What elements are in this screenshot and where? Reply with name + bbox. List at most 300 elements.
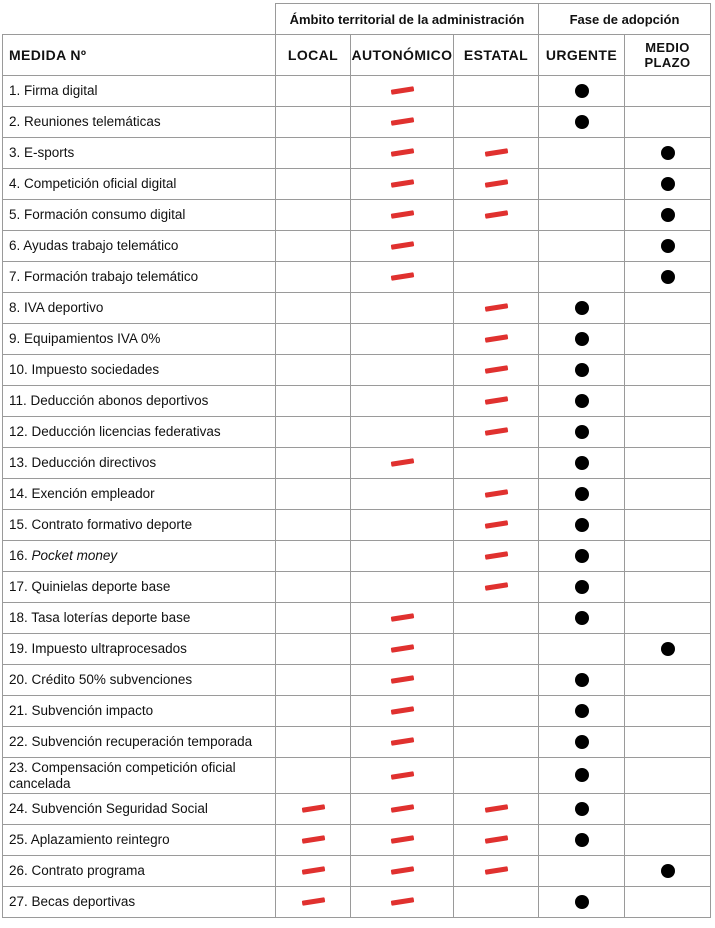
local-cell <box>276 76 351 107</box>
black-dot-mark <box>575 895 589 909</box>
column-header-row <box>3 35 711 76</box>
urgente-cell <box>539 887 625 918</box>
red-dash-mark <box>484 835 507 844</box>
estatal-cell <box>454 727 539 758</box>
local-cell <box>276 355 351 386</box>
red-dash-mark <box>301 804 324 813</box>
urgente-cell <box>539 758 625 794</box>
red-dash-mark <box>390 179 413 188</box>
measure-name: Contrato formativo deporte <box>31 517 193 532</box>
autonomico-cell <box>351 856 454 887</box>
local-cell <box>276 262 351 293</box>
black-dot-mark <box>575 833 589 847</box>
black-dot-mark <box>575 580 589 594</box>
estatal-cell <box>454 138 539 169</box>
red-dash-mark <box>484 334 507 343</box>
red-dash-mark <box>390 458 413 467</box>
black-dot-mark <box>575 735 589 749</box>
estatal-cell <box>454 887 539 918</box>
measure-cell <box>3 448 276 479</box>
medio-plazo-cell <box>625 448 711 479</box>
table-row <box>3 293 711 324</box>
autonomico-cell <box>351 603 454 634</box>
table-row <box>3 696 711 727</box>
column-header-medio-plazo <box>625 35 711 76</box>
measure-number: 19. <box>9 641 28 656</box>
urgente-cell <box>539 665 625 696</box>
table-row <box>3 169 711 200</box>
table-row <box>3 417 711 448</box>
red-dash-mark <box>390 706 413 715</box>
black-dot-mark <box>661 208 675 222</box>
local-cell <box>276 169 351 200</box>
local-cell <box>276 200 351 231</box>
black-dot-mark <box>661 270 675 284</box>
measures-table <box>2 3 711 918</box>
urgente-cell <box>539 200 625 231</box>
black-dot-mark <box>575 518 589 532</box>
table-row <box>3 603 711 634</box>
measure-name: Ayudas trabajo telemático <box>23 238 179 253</box>
medio-plazo-cell <box>625 634 711 665</box>
medio-plazo-cell <box>625 665 711 696</box>
local-cell <box>276 138 351 169</box>
local-cell <box>276 541 351 572</box>
autonomico-cell <box>351 231 454 262</box>
measure-cell <box>3 603 276 634</box>
measure-number: 1. <box>9 83 21 98</box>
estatal-cell <box>454 324 539 355</box>
measure-cell <box>3 696 276 727</box>
estatal-cell <box>454 572 539 603</box>
measure-name: Deducción directivos <box>31 455 157 470</box>
measure-cell <box>3 634 276 665</box>
measure-cell <box>3 138 276 169</box>
red-dash-mark <box>390 86 413 95</box>
autonomico-cell <box>351 727 454 758</box>
red-dash-mark <box>484 551 507 560</box>
red-dash-mark <box>484 179 507 188</box>
black-dot-mark <box>575 425 589 439</box>
table-row <box>3 138 711 169</box>
red-dash-mark <box>301 835 324 844</box>
urgente-cell <box>539 856 625 887</box>
measure-number: 6. <box>9 238 21 253</box>
black-dot-mark <box>661 146 675 160</box>
measure-name: Reuniones telemáticas <box>24 114 161 129</box>
estatal-cell <box>454 794 539 825</box>
estatal-cell <box>454 417 539 448</box>
local-cell <box>276 856 351 887</box>
table-row <box>3 107 711 138</box>
black-dot-mark <box>575 549 589 563</box>
autonomico-cell <box>351 887 454 918</box>
measure-name: Contrato programa <box>31 863 145 878</box>
local-cell <box>276 727 351 758</box>
black-dot-mark <box>575 456 589 470</box>
table-row <box>3 758 711 794</box>
estatal-cell <box>454 665 539 696</box>
measure-cell <box>3 293 276 324</box>
measure-cell <box>3 169 276 200</box>
measure-name: Formación trabajo telemático <box>24 269 199 284</box>
local-cell <box>276 696 351 727</box>
autonomico-cell <box>351 510 454 541</box>
medio-plazo-cell <box>625 169 711 200</box>
estatal-cell <box>454 758 539 794</box>
measure-number: 27. <box>9 894 28 909</box>
measure-cell <box>3 386 276 417</box>
medio-plazo-cell <box>625 479 711 510</box>
medio-plazo-cell <box>625 107 711 138</box>
estatal-cell <box>454 355 539 386</box>
red-dash-mark <box>390 272 413 281</box>
measure-name: Impuesto sociedades <box>31 362 160 377</box>
measure-name: Deducción abonos deportivos <box>30 393 209 408</box>
local-cell <box>276 324 351 355</box>
estatal-cell <box>454 448 539 479</box>
medio-plazo-cell <box>625 417 711 448</box>
autonomico-cell <box>351 138 454 169</box>
urgente-cell <box>539 231 625 262</box>
autonomico-cell <box>351 794 454 825</box>
medio-plazo-cell <box>625 794 711 825</box>
black-dot-mark <box>575 394 589 408</box>
urgente-cell <box>539 417 625 448</box>
local-cell <box>276 293 351 324</box>
autonomico-cell <box>351 169 454 200</box>
red-dash-mark <box>390 804 413 813</box>
measure-name: IVA deportivo <box>24 300 104 315</box>
urgente-cell <box>539 107 625 138</box>
autonomico-cell <box>351 355 454 386</box>
measure-number: 11. <box>9 393 27 408</box>
table-row <box>3 727 711 758</box>
table-row <box>3 887 711 918</box>
medio-plazo-cell <box>625 200 711 231</box>
measure-name: Aplazamiento reintegro <box>30 832 170 847</box>
measure-number: 3. <box>9 145 21 160</box>
black-dot-mark <box>575 802 589 816</box>
black-dot-mark <box>575 768 589 782</box>
estatal-cell <box>454 386 539 417</box>
red-dash-mark <box>484 489 507 498</box>
medio-plazo-cell <box>625 572 711 603</box>
measure-cell <box>3 417 276 448</box>
local-cell <box>276 794 351 825</box>
table-row <box>3 856 711 887</box>
measure-number: 8. <box>9 300 21 315</box>
measure-cell <box>3 76 276 107</box>
column-header-estatal: ESTATAL <box>454 35 539 76</box>
autonomico-cell <box>351 324 454 355</box>
red-dash-mark <box>390 241 413 250</box>
measure-number: 23. <box>9 759 28 775</box>
measure-name: Becas deportivas <box>31 894 136 909</box>
red-dash-mark <box>484 148 507 157</box>
measure-cell <box>3 758 276 794</box>
urgente-cell <box>539 727 625 758</box>
table-row <box>3 665 711 696</box>
measure-name: Impuesto ultraprocesados <box>31 641 187 656</box>
medio-plazo-cell <box>625 825 711 856</box>
medio-plazo-cell <box>625 510 711 541</box>
medio-plazo-cell <box>625 727 711 758</box>
measure-cell <box>3 794 276 825</box>
measure-name: Subvención Seguridad Social <box>31 801 208 816</box>
estatal-cell <box>454 479 539 510</box>
estatal-cell <box>454 541 539 572</box>
measure-name: Subvención recuperación temporada <box>31 734 253 749</box>
measure-number: 22. <box>9 734 28 749</box>
autonomico-cell <box>351 479 454 510</box>
medio-plazo-cell <box>625 324 711 355</box>
measure-name: Quinielas deporte base <box>31 579 171 594</box>
measure-cell <box>3 572 276 603</box>
black-dot-mark <box>575 704 589 718</box>
estatal-cell <box>454 825 539 856</box>
table-row <box>3 355 711 386</box>
table-row <box>3 794 711 825</box>
autonomico-cell <box>351 634 454 665</box>
table-row <box>3 541 711 572</box>
table-row <box>3 825 711 856</box>
measure-cell <box>3 262 276 293</box>
autonomico-cell <box>351 825 454 856</box>
local-cell <box>276 386 351 417</box>
measure-number: 26. <box>9 863 28 878</box>
measure-name: Pocket money <box>31 548 118 563</box>
medio-plazo-cell <box>625 758 711 794</box>
medio-plazo-cell <box>625 231 711 262</box>
table-row <box>3 231 711 262</box>
measure-number: 2. <box>9 114 21 129</box>
urgente-cell <box>539 386 625 417</box>
black-dot-mark <box>575 363 589 377</box>
table-row <box>3 76 711 107</box>
urgente-cell <box>539 76 625 107</box>
measure-cell <box>3 856 276 887</box>
medio-plazo-cell <box>625 293 711 324</box>
urgente-cell <box>539 825 625 856</box>
estatal-cell <box>454 293 539 324</box>
measure-name: Tasa loterías deporte base <box>31 610 191 625</box>
medio-plazo-cell <box>625 887 711 918</box>
estatal-cell <box>454 231 539 262</box>
autonomico-cell <box>351 293 454 324</box>
medio-plazo-cell <box>625 262 711 293</box>
measure-name: E-sports <box>24 145 75 160</box>
measure-cell <box>3 479 276 510</box>
measure-name: Exención empleador <box>31 486 155 501</box>
local-cell <box>276 572 351 603</box>
header-corner <box>3 4 276 35</box>
red-dash-mark <box>484 427 507 436</box>
column-header-medida: MEDIDA Nº <box>3 35 276 76</box>
table-body <box>3 76 711 918</box>
table-row <box>3 572 711 603</box>
measure-number: 9. <box>9 331 21 346</box>
medio-plazo-cell <box>625 355 711 386</box>
urgente-cell <box>539 634 625 665</box>
red-dash-mark <box>390 866 413 875</box>
red-dash-mark <box>301 866 324 875</box>
local-cell <box>276 634 351 665</box>
autonomico-cell <box>351 541 454 572</box>
estatal-cell <box>454 634 539 665</box>
measure-number: 12. <box>9 424 28 439</box>
measure-name: Subvención impacto <box>31 703 154 718</box>
group-header-ambito: Ámbito territorial de la administración <box>276 4 539 35</box>
measure-name: Firma digital <box>24 83 98 98</box>
local-cell <box>276 448 351 479</box>
black-dot-mark <box>575 115 589 129</box>
measure-name: Deducción licencias federativas <box>31 424 221 439</box>
red-dash-mark <box>390 897 413 906</box>
estatal-cell <box>454 200 539 231</box>
table-row <box>3 634 711 665</box>
measure-cell <box>3 324 276 355</box>
measure-number: 4. <box>9 176 21 191</box>
measure-name: Compensación competición oficial cancelada <box>9 759 236 791</box>
black-dot-mark <box>661 239 675 253</box>
measure-number: 21. <box>9 703 28 718</box>
column-header-autonomico: AUTONÓMICO <box>351 35 454 76</box>
autonomico-cell <box>351 758 454 794</box>
red-dash-mark <box>390 771 413 780</box>
measure-number: 15. <box>9 517 28 532</box>
autonomico-cell <box>351 572 454 603</box>
table-row <box>3 386 711 417</box>
red-dash-mark <box>484 804 507 813</box>
urgente-cell <box>539 696 625 727</box>
medio-plazo-cell <box>625 603 711 634</box>
autonomico-cell <box>351 665 454 696</box>
measure-cell <box>3 231 276 262</box>
red-dash-mark <box>301 897 324 906</box>
table-row <box>3 262 711 293</box>
table-row <box>3 479 711 510</box>
measure-cell <box>3 510 276 541</box>
red-dash-mark <box>390 148 413 157</box>
local-cell <box>276 603 351 634</box>
measure-cell <box>3 665 276 696</box>
urgente-cell <box>539 541 625 572</box>
medio-plazo-cell <box>625 856 711 887</box>
group-header-fase: Fase de adopción <box>539 4 711 35</box>
black-dot-mark <box>575 332 589 346</box>
measure-name: Competición oficial digital <box>24 176 177 191</box>
estatal-cell <box>454 76 539 107</box>
measure-name: Equipamientos IVA 0% <box>24 331 161 346</box>
black-dot-mark <box>575 84 589 98</box>
red-dash-mark <box>484 303 507 312</box>
measure-cell <box>3 200 276 231</box>
estatal-cell <box>454 510 539 541</box>
urgente-cell <box>539 479 625 510</box>
measure-cell <box>3 825 276 856</box>
urgente-cell <box>539 355 625 386</box>
estatal-cell <box>454 856 539 887</box>
autonomico-cell <box>351 262 454 293</box>
estatal-cell <box>454 603 539 634</box>
red-dash-mark <box>484 210 507 219</box>
red-dash-mark <box>390 675 413 684</box>
urgente-cell <box>539 572 625 603</box>
autonomico-cell <box>351 417 454 448</box>
black-dot-mark <box>661 177 675 191</box>
autonomico-cell <box>351 448 454 479</box>
urgente-cell <box>539 138 625 169</box>
red-dash-mark <box>390 644 413 653</box>
red-dash-mark <box>390 117 413 126</box>
urgente-cell <box>539 169 625 200</box>
estatal-cell <box>454 262 539 293</box>
measure-number: 7. <box>9 269 21 284</box>
red-dash-mark <box>484 866 507 875</box>
estatal-cell <box>454 169 539 200</box>
measure-name: Crédito 50% subvenciones <box>31 672 193 687</box>
estatal-cell <box>454 107 539 138</box>
red-dash-mark <box>484 582 507 591</box>
local-cell <box>276 417 351 448</box>
autonomico-cell <box>351 107 454 138</box>
black-dot-mark <box>575 611 589 625</box>
measure-cell <box>3 355 276 386</box>
black-dot-mark <box>575 673 589 687</box>
red-dash-mark <box>390 835 413 844</box>
local-cell <box>276 887 351 918</box>
black-dot-mark <box>661 642 675 656</box>
medio-plazo-line2: PLAZO <box>644 55 691 70</box>
black-dot-mark <box>575 487 589 501</box>
autonomico-cell <box>351 200 454 231</box>
red-dash-mark <box>484 520 507 529</box>
urgente-cell <box>539 448 625 479</box>
black-dot-mark <box>575 301 589 315</box>
local-cell <box>276 758 351 794</box>
measure-number: 24. <box>9 801 28 816</box>
local-cell <box>276 825 351 856</box>
measure-number: 10. <box>9 362 28 377</box>
red-dash-mark <box>390 613 413 622</box>
red-dash-mark <box>390 210 413 219</box>
red-dash-mark <box>390 737 413 746</box>
local-cell <box>276 231 351 262</box>
measure-cell <box>3 541 276 572</box>
urgente-cell <box>539 603 625 634</box>
autonomico-cell <box>351 386 454 417</box>
local-cell <box>276 665 351 696</box>
autonomico-cell <box>351 696 454 727</box>
urgente-cell <box>539 262 625 293</box>
measure-number: 14. <box>9 486 28 501</box>
estatal-cell <box>454 696 539 727</box>
measure-number: 25. <box>9 832 28 847</box>
medio-plazo-cell <box>625 696 711 727</box>
measure-number: 13. <box>9 455 28 470</box>
medio-plazo-cell <box>625 386 711 417</box>
group-header-row <box>3 4 711 35</box>
medio-plazo-cell <box>625 138 711 169</box>
local-cell <box>276 479 351 510</box>
column-header-local: LOCAL <box>276 35 351 76</box>
measure-name: Formación consumo digital <box>24 207 186 222</box>
urgente-cell <box>539 324 625 355</box>
table-row <box>3 510 711 541</box>
red-dash-mark <box>484 365 507 374</box>
local-cell <box>276 510 351 541</box>
